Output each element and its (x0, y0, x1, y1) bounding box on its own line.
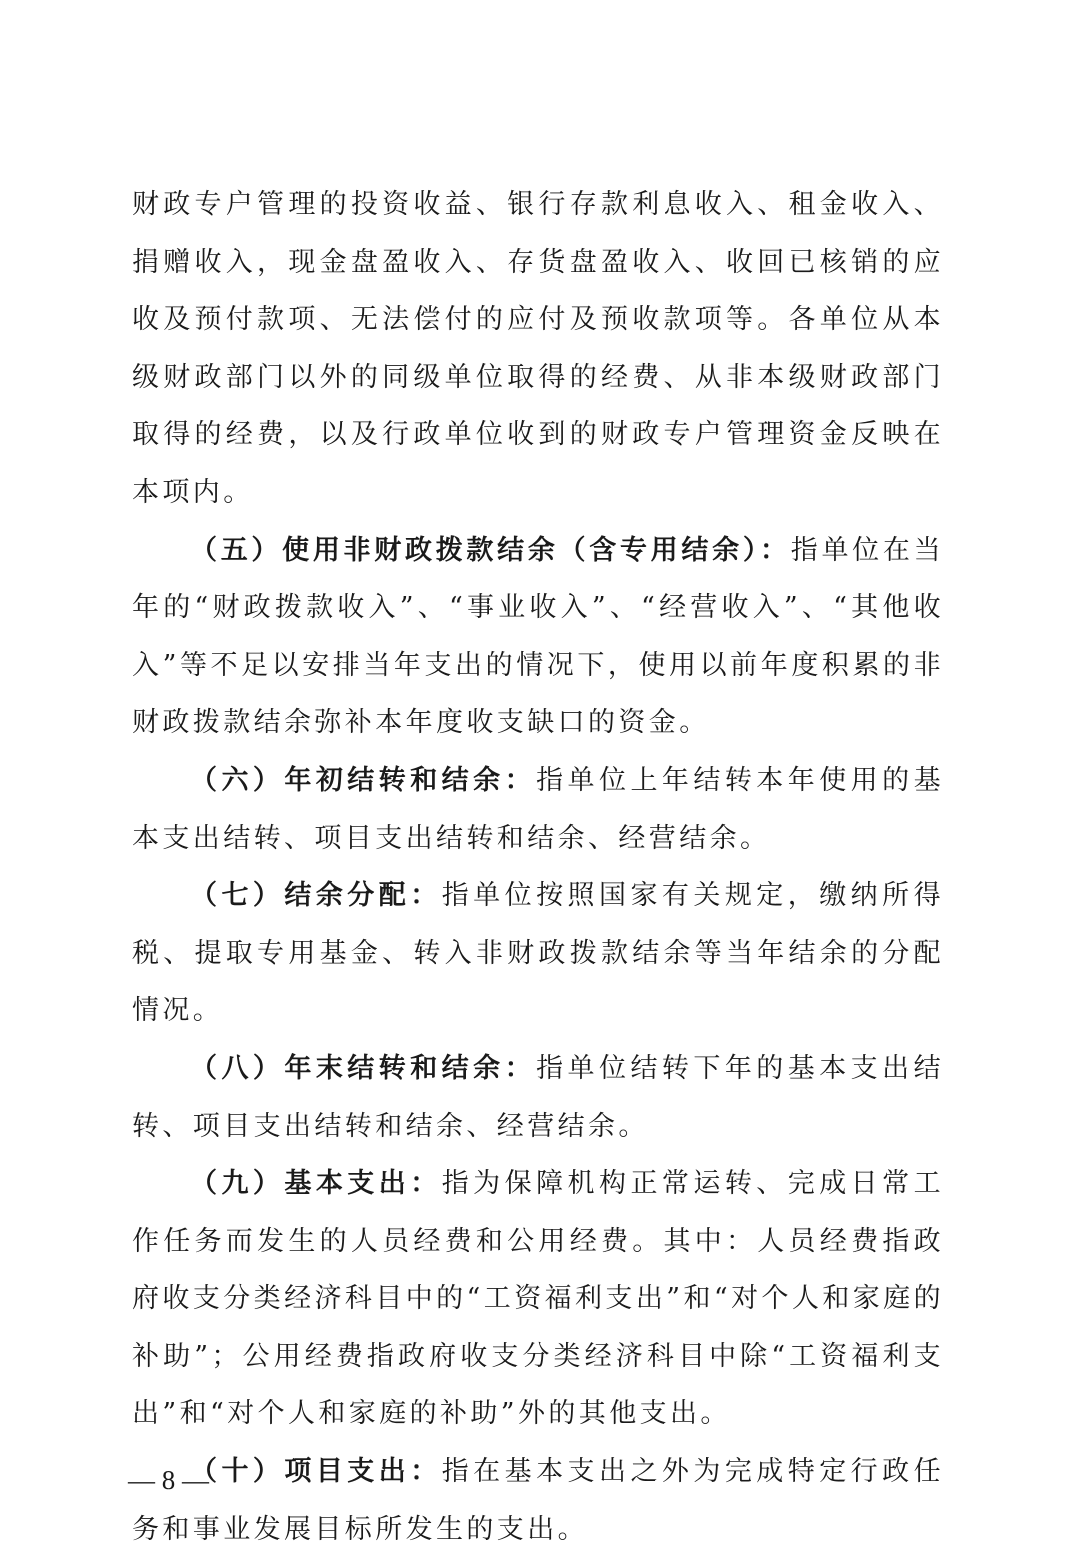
paragraph-text: 财政专户管理的投资收益、银行存款利息收入、租金收入、捐赠收入，现金盘盈收入、存货盘盈收入、收回已核销的应收及预付款项、无法偿付的应付及预收款项等。各单位从本级财政部门以外的同级单位取得的经费、从非本级财政部门取得的经费，以及行政单位收到的财政专户管理资金反映在本项内。 (132, 189, 944, 508)
paragraph-term: （十）项目支出： (190, 1456, 442, 1488)
paragraph-continued-income (132, 176, 944, 522)
paragraph-text: 指单位按照国家有关规定，缴纳所得税、提取专用基金、转入非财政拨款结余等当年结余的分配情况。 (132, 880, 944, 1027)
paragraph-text: 指单位在当年的“财政拨款收入”、“事业收入”、“经营收入”、“其他收入”等不足以安排当年支出的情况下，使用以前年度积累的非财政拨款结余弥补本年度收支缺口的资金。 (132, 534, 944, 739)
paragraph-item-9 (132, 1155, 944, 1443)
paragraph-item-7 (132, 867, 944, 1040)
page-number: — 8 — (128, 1465, 209, 1495)
paragraph-item-5 (132, 522, 944, 752)
paragraph-term: （七）结余分配： (190, 880, 442, 912)
paragraph-item-6 (132, 752, 944, 867)
paragraph-term: （八）年末结转和结余： (190, 1052, 537, 1084)
paragraph-text: 指单位上年结转本年使用的基本支出结转、项目支出结转和结余、经营结余。 (132, 764, 945, 854)
paragraph-term: （五）使用非财政拨款结余（含专用结余）： (190, 534, 791, 566)
paragraph-item-10 (132, 1443, 944, 1558)
paragraph-item-8 (132, 1040, 944, 1155)
paragraph-text: 指单位结转下年的基本支出结转、项目支出结转和结余、经营结余。 (132, 1052, 945, 1142)
paragraph-term: （九）基本支出： (190, 1168, 442, 1200)
paragraph-text: 指在基本支出之外为完成特定行政任务和事业发展目标所发生的支出。 (132, 1456, 944, 1545)
paragraph-term: （六）年初结转和结余： (190, 764, 537, 796)
paragraph-text: 指为保障机构正常运转、完成日常工作任务而发生的人员经费和公用经费。其中：人员经费指政府收支分类经济科目中的“工资福利支出”和“对个人和家庭的补助”；公用经费指政府收支分类经济科目中除“工资福利支出”和“对个人和家庭的补助”外的其他支出。 (132, 1168, 944, 1430)
document-body (132, 176, 944, 1558)
